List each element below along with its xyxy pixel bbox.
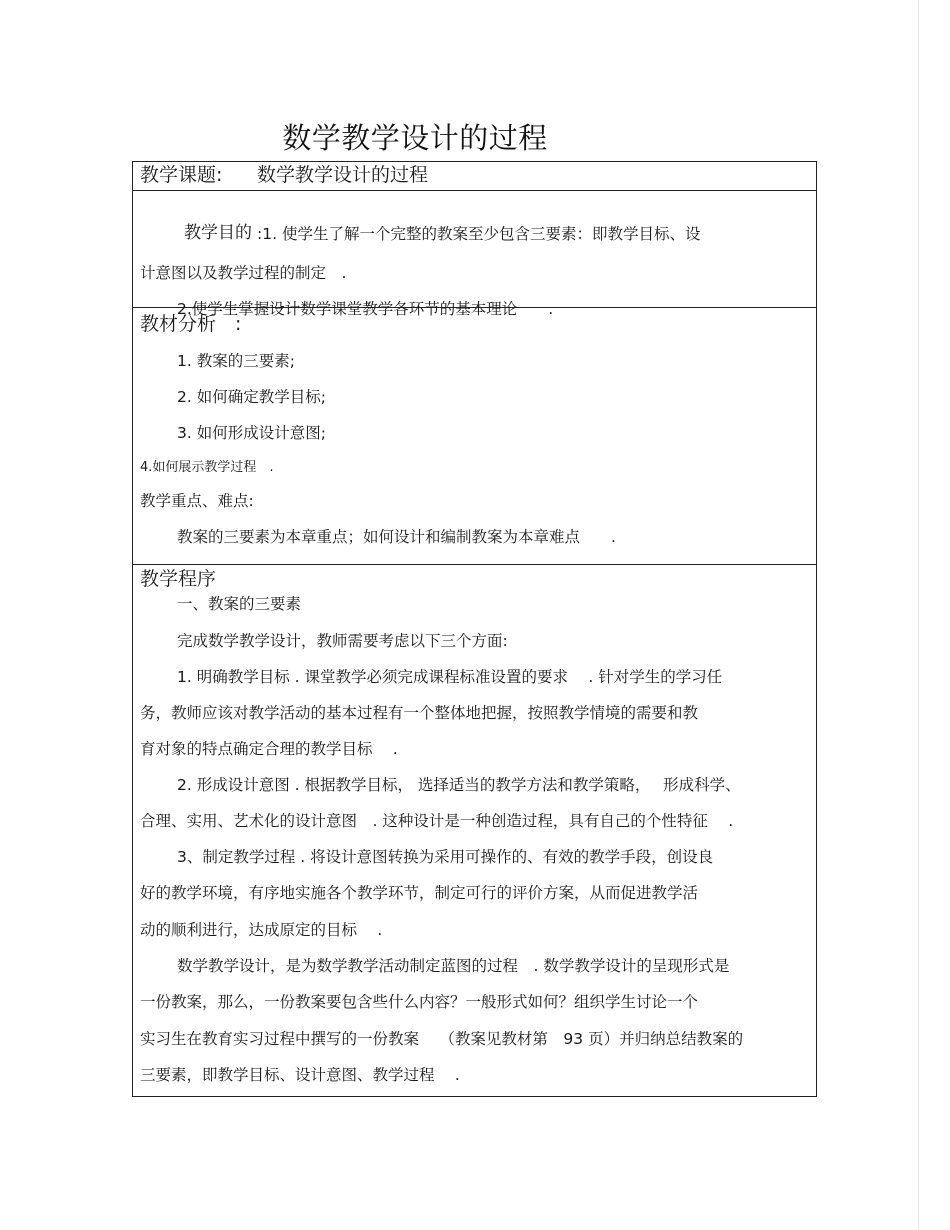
page-edge-rule	[918, 0, 919, 1230]
procedure-line: 数学教学设计，是为数学教学活动制定蓝图的过程 . 数学教学设计的呈现形式是	[177, 957, 730, 975]
procedure-line: 三要素，即教学目标、设计意图、教学过程 .	[140, 1066, 460, 1084]
analysis-heading: 教材分析 :	[140, 313, 242, 335]
topic-value: 数学教学设计的过程	[257, 164, 429, 186]
analysis-item: 2. 如何确定教学目标;	[177, 388, 326, 406]
procedure-line: 1. 明确教学目标 . 课堂教学必须完成课程标准设置的要求 . 针对学生的学习任	[177, 668, 723, 686]
procedure-line: 2. 形成设计意图 . 根据教学目标， 选择适当的教学方法和教学策略， 形成科学、	[177, 776, 741, 794]
procedure-line: 务，教师应该对教学活动的基本过程有一个整体地把握，按照教学情境的需要和教	[140, 704, 699, 722]
topic-label: 教学课题:	[140, 164, 223, 186]
objectives-line-2: 2.使学生掌握设计数学课堂教学各环节的基本理论 .	[177, 300, 554, 318]
topic-row	[133, 162, 816, 191]
lesson-plan-table	[132, 161, 817, 1097]
procedure-line: 完成数学教学设计，教师需要考虑以下三个方面:	[177, 632, 508, 650]
procedure-row	[133, 565, 816, 1096]
key-points-text: 教案的三要素为本章重点；如何设计和编制教案为本章难点 .	[177, 528, 616, 546]
analysis-row	[133, 308, 816, 565]
procedure-line: 动的顺利进行，达成原定的目标 .	[140, 921, 383, 939]
objectives-line-1-cont: 计意图以及教学过程的制定 .	[140, 264, 347, 282]
document-title: 数学教学设计的过程	[282, 121, 548, 155]
analysis-item: 1. 教案的三要素;	[177, 352, 295, 370]
procedure-line: 一份教案，那么，一份教案要包含些什么内容？一般形式如何？组织学生讨论一个	[140, 993, 699, 1011]
procedure-heading: 教学程序	[140, 568, 217, 590]
procedure-line: 一、教案的三要素	[177, 595, 302, 613]
procedure-line: 合理、实用、艺术化的设计意图 . 这种设计是一种创造过程，具有自己的个性特征 .	[140, 812, 734, 830]
analysis-item: 3. 如何形成设计意图;	[177, 424, 326, 442]
procedure-line: 好的教学环境，有序地实施各个教学环节，制定可行的评价方案，从而促进教学活	[140, 884, 699, 902]
analysis-item: 4.如何展示教学过程 .	[140, 460, 274, 475]
procedure-line: 3、制定教学过程 . 将设计意图转换为采用可操作的、有效的教学手段，创设良	[177, 848, 714, 866]
procedure-line: 育对象的特点确定合理的教学目标 .	[140, 740, 398, 758]
procedure-line: 实习生在教育实习过程中撰写的一份教案 （教案见教材第 93 页）并归纳总结教案的	[140, 1030, 744, 1048]
objectives-row	[133, 191, 816, 318]
objectives-label: 教学目的	[184, 223, 252, 243]
key-points-label: 教学重点、难点:	[140, 492, 254, 510]
objectives-line-1: :1. 使学生了解一个完整的教案至少包含三要素：即教学目标、设	[257, 225, 701, 243]
